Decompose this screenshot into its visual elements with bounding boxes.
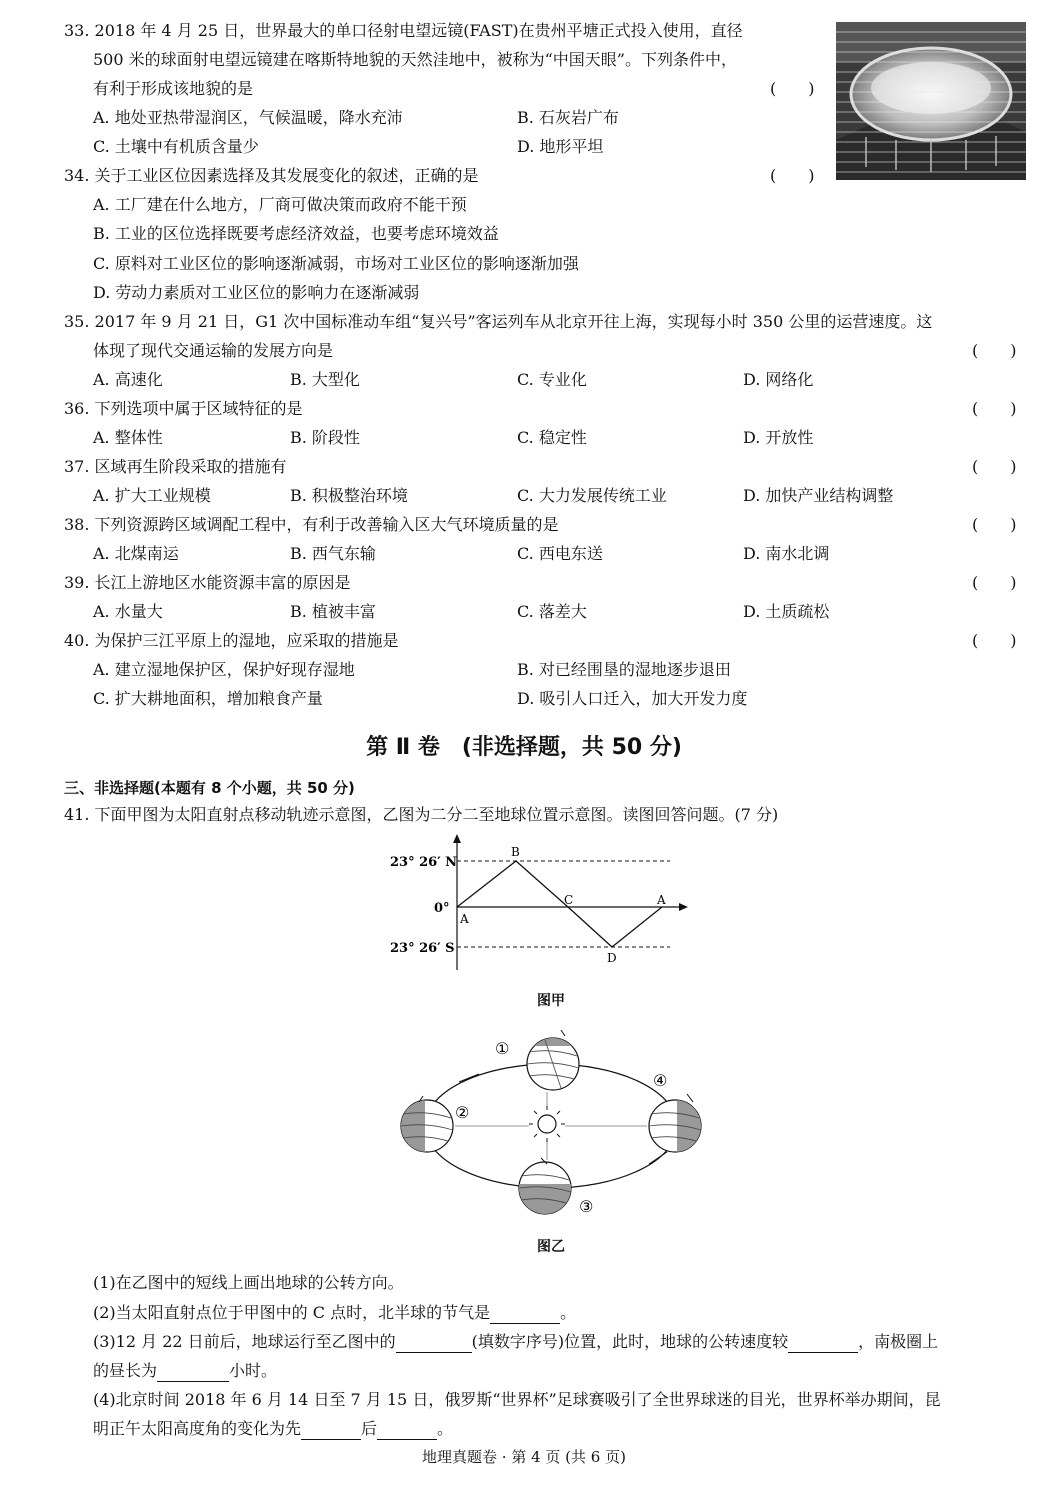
section-title: 第 Ⅱ 卷 (非选择题，共 50 分) — [366, 735, 682, 760]
earth-position-1 — [527, 1030, 579, 1090]
q34-option-d: D. 劳动力素质对工业区位的影响力在逐渐减弱 — [93, 283, 420, 302]
figure-jia-caption: 图甲 — [537, 993, 565, 1009]
q38-option-d: D. 南水北调 — [743, 544, 830, 563]
q38-option-a: A. 北煤南运 — [93, 544, 179, 563]
label-0: 0° — [434, 901, 450, 916]
q38-option-c: C. 西电东送 — [517, 544, 603, 563]
position-label-4: ④ — [653, 1071, 668, 1090]
direction-dash-1 — [459, 1074, 479, 1082]
q34-option-c: C. 原料对工业区位的影响逐渐减弱，市场对工业区位的影响逐渐加强 — [93, 254, 579, 273]
figure-jia-diagram — [380, 834, 700, 974]
q41-sub3-text-b: (填数字序号)位置，此时，地球的公转速度较 — [471, 1332, 789, 1351]
q39-option-c: C. 落差大 — [517, 602, 587, 621]
q41-sub3-text-e: 小时。 — [229, 1361, 278, 1380]
q39-answer-paren: ( ) — [972, 573, 1017, 592]
fast-telescope-photo — [836, 22, 1026, 180]
q35-stem-line2: 体现了现代交通运输的发展方向是 — [93, 341, 334, 360]
point-a-start: A — [460, 912, 469, 926]
q37-answer-paren: ( ) — [972, 457, 1017, 476]
q37-option-d: D. 加快产业结构调整 — [743, 486, 894, 505]
q34-option-a: A. 工厂建在什么地方，厂商可做决策而政府不能干预 — [93, 195, 467, 214]
point-a-end: A — [657, 893, 666, 907]
q40-option-c: C. 扩大耕地面积，增加粮食产量 — [93, 689, 323, 708]
subsolar-track-line — [457, 861, 662, 947]
q35-option-b: B. 大型化 — [290, 370, 360, 389]
q39-option-b: B. 植被丰富 — [290, 602, 376, 621]
q33-stem-line3: 有利于形成该地貌的是 — [93, 79, 254, 98]
q33-option-a: A. 地处亚热带湿润区，气候温暖，降水充沛 — [93, 108, 403, 127]
q37-option-c: C. 大力发展传统工业 — [517, 486, 667, 505]
q35-option-a: A. 高速化 — [93, 370, 163, 389]
q41-sub2-end: 。 — [560, 1303, 577, 1322]
q33-stem-line2: 500 米的球面射电望远镜建在喀斯特地貌的天然洼地中，被称为“中国天眼”。下列条件中， — [93, 50, 737, 69]
q40-option-a: A. 建立湿地保护区，保护好现存湿地 — [93, 660, 355, 679]
q36-option-a: A. 整体性 — [93, 428, 163, 447]
q41-sub3-text-c: ，南极圈上 — [858, 1332, 939, 1351]
q41-sub4-text-c: 。 — [437, 1419, 454, 1438]
q36-option-d: D. 开放性 — [743, 428, 814, 447]
q41-sub3-line2 — [93, 1360, 277, 1382]
q33-option-d: D. 地形平坦 — [517, 137, 604, 156]
q36-stem: 36. 下列选项中属于区域特征的是 — [64, 399, 303, 418]
sun-icon — [529, 1106, 565, 1142]
q41-sub1: (1)在乙图中的短线上画出地球的公转方向。 — [93, 1273, 404, 1292]
q40-answer-paren: ( ) — [972, 631, 1017, 650]
figure-yi-diagram — [395, 1022, 715, 1222]
earth-position-4 — [649, 1094, 703, 1152]
q33-answer-paren: ( ) — [770, 79, 815, 98]
page-footer: 地理真题卷 · 第 4 页 (共 6 页) — [422, 1448, 626, 1466]
q38-stem: 38. 下列资源跨区域调配工程中，有利于改善输入区大气环境质量的是 — [64, 515, 559, 534]
q35-answer-paren: ( ) — [972, 341, 1017, 360]
label-23s: 23° 26′ S — [390, 941, 455, 956]
q39-option-a: A. 水量大 — [93, 602, 163, 621]
q41-sub3-text-d: 的昼长为 — [93, 1361, 158, 1380]
earth-position-2 — [401, 1096, 453, 1152]
q41-sub4-line2 — [93, 1418, 453, 1440]
q36-option-c: C. 稳定性 — [517, 428, 587, 447]
q36-option-b: B. 阶段性 — [290, 428, 360, 447]
q34-stem: 34. 关于工业区位因素选择及其发展变化的叙述，正确的是 — [64, 166, 479, 185]
position-label-3: ③ — [579, 1197, 594, 1216]
point-c: C — [564, 893, 574, 907]
position-label-2: ② — [455, 1103, 470, 1122]
position-label-1: ① — [495, 1039, 510, 1058]
q41-sub2 — [93, 1302, 576, 1324]
q41-sub4-blank-1[interactable] — [301, 1423, 361, 1440]
x-axis-arrow-icon — [679, 903, 688, 911]
q41-sub2-blank[interactable] — [490, 1307, 560, 1324]
q33-stem-line1: 33. 2018 年 4 月 25 日，世界最大的单口径射电望远镜(FAST)在贵州平塘正式投入使用，直径 — [64, 21, 743, 40]
q35-stem-line1: 35. 2017 年 9 月 21 日，G1 次中国标准动车组“复兴号”客运列车从北京开往上海，实现每小时 350 公里的运营速度。这 — [64, 312, 933, 331]
q34-option-b: B. 工业的区位选择既要考虑经济效益，也要考虑环境效益 — [93, 224, 499, 243]
q41-sub4-text-b: 后 — [361, 1419, 378, 1438]
q41-sub3-blank-2[interactable] — [788, 1336, 858, 1353]
q38-answer-paren: ( ) — [972, 515, 1017, 534]
q36-answer-paren: ( ) — [972, 399, 1017, 418]
q40-option-b: B. 对已经围垦的湿地逐步退田 — [517, 660, 731, 679]
q37-stem: 37. 区域再生阶段采取的措施有 — [64, 457, 287, 476]
q41-sub4-line1: (4)北京时间 2018 年 6 月 14 日至 7 月 15 日，俄罗斯“世界杯”足球赛吸引了全世界球迷的目光，世界杯举办期间，昆 — [93, 1390, 941, 1409]
q35-option-c: C. 专业化 — [517, 370, 587, 389]
label-23n: 23° 26′ N — [390, 855, 458, 870]
q41-sub2-text: (2)当太阳直射点位于甲图中的 C 点时，北半球的节气是 — [93, 1303, 491, 1322]
q40-stem: 40. 为保护三江平原上的湿地，应采取的措施是 — [64, 631, 399, 650]
part3-header: 三、非选择题(本题有 8 个小题，共 50 分) — [64, 779, 355, 797]
q33-option-b: B. 石灰岩广布 — [517, 108, 619, 127]
q38-option-b: B. 西气东输 — [290, 544, 376, 563]
point-d: D — [607, 951, 617, 965]
figure-yi-caption: 图乙 — [537, 1239, 565, 1255]
q35-option-d: D. 网络化 — [743, 370, 814, 389]
q39-stem: 39. 长江上游地区水能资源丰富的原因是 — [64, 573, 351, 592]
q40-option-d: D. 吸引人口迁入，加大开发力度 — [517, 689, 748, 708]
q41-sub3-text-a: (3)12 月 22 日前后，地球运行至乙图中的 — [93, 1332, 396, 1351]
earth-position-3 — [519, 1158, 571, 1214]
q41-stem: 41. 下面甲图为太阳直射点移动轨迹示意图，乙图为二分二至地球位置示意图。读图回答问题。(7 分) — [64, 805, 779, 824]
q41-sub4-text-a: 明正午太阳高度角的变化为先 — [93, 1419, 302, 1438]
y-axis-arrow-icon — [453, 834, 461, 843]
q41-sub3-blank-1[interactable] — [396, 1336, 472, 1353]
q33-option-c: C. 土壤中有机质含量少 — [93, 137, 259, 156]
q41-sub3-line1 — [93, 1331, 938, 1353]
q41-sub3-blank-3[interactable] — [157, 1365, 229, 1382]
q41-sub4-blank-2[interactable] — [377, 1423, 437, 1440]
q37-option-b: B. 积极整治环境 — [290, 486, 408, 505]
q37-option-a: A. 扩大工业规模 — [93, 486, 211, 505]
direction-dash-2 — [649, 1152, 667, 1164]
q34-answer-paren: ( ) — [770, 166, 815, 185]
point-b: B — [511, 845, 520, 859]
q39-option-d: D. 土质疏松 — [743, 602, 830, 621]
